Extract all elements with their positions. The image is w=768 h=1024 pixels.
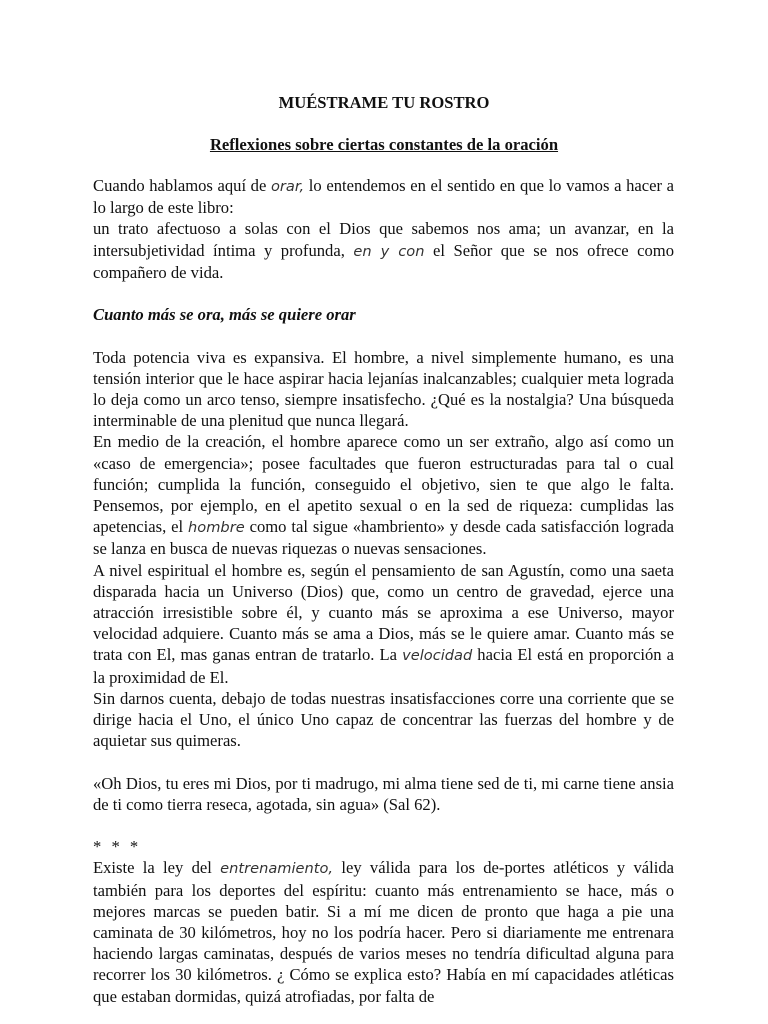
paragraph-espiritual bbox=[93, 560, 674, 688]
paragraph-potencia: Toda potencia viva es expansiva. El hombre, a nivel simplemente humano, es una tensión interior que le hace aspirar hacia lejanías inalcanzables; cualquier meta lograda lo deja como un arco tenso, siempre insatisfecho. ¿Qué es la nostalgia? Una búsqueda interminable de una plenitud que nunca llegará. bbox=[93, 347, 674, 431]
text-run: Cuando hablamos aquí de bbox=[93, 176, 271, 195]
spacer bbox=[93, 751, 674, 772]
text-run: Existe la ley del bbox=[93, 858, 221, 878]
spacer bbox=[93, 815, 674, 836]
emphasis-text: en y con bbox=[353, 242, 425, 260]
document-body bbox=[93, 175, 674, 1007]
emphasis-text: hombre bbox=[188, 519, 245, 537]
spacer bbox=[93, 283, 674, 304]
text-run: En medio de la creación, el hombre aparece como un ser extraño, algo así como un «caso de emergencia»; posee facultades que fueron estructuradas para tal o cual función; cumplida la función, conseguido el objetivo, sien te que algo le falta. Pensemos, por ejemplo, en el apetito sexual o en la sed de riqueza: cumplidas las apetencias, el bbox=[93, 432, 674, 537]
text-run: un trato afectuoso a solas con el Dios que sabemos nos ama; un avanzar, en la intersubjetividad íntima y profunda, bbox=[93, 219, 674, 260]
paragraph-entrenamiento bbox=[93, 857, 674, 1006]
text-run: el Señor que se nos ofrece como compañero de vida. bbox=[93, 240, 674, 282]
intro-paragraph-2 bbox=[93, 218, 674, 283]
document-subtitle: Reflexiones sobre ciertas constantes de la oración bbox=[209, 135, 559, 154]
text-run: como tal sigue «hambriento» y desde cada satisfacción lograda se lanza en busca de nuevas riquezas o nuevas sensaciones. bbox=[93, 517, 674, 559]
psalm-quote: «Oh Dios, tu eres mi Dios, por ti madrugo, mi alma tiene sed de ti, mi carne tiene ansia de ti como tierra reseca, agotada, sin agua» (Sal 62). bbox=[93, 773, 674, 814]
section-heading: Cuanto más se ora, más se quiere orar bbox=[93, 305, 356, 325]
spacer bbox=[93, 325, 674, 346]
emphasis-text: entrenamiento, bbox=[220, 860, 334, 878]
text-run: ley válida para los de-portes atléticos y válida también para los deportes del espíritu: cuanto más entrenamiento se hace, más o mejores marcas se pueden batir. Si a mí me dicen de pronto que haga a pie una caminata de 30 kilómetros, hoy no los podría hacer. Pero si diariamente me entrenara haciendo largas caminatas, después de varios meses no tendría dificultad alguna para recorrer los 30 kilómetros. ¿ Cómo se explica esto? Había en mí capacidades atléticas que estaban dormidas, quizá atrofiadas, por falta de bbox=[93, 858, 674, 1006]
intro-paragraph-1 bbox=[93, 175, 674, 218]
section-separator: * * * bbox=[93, 837, 142, 857]
text-run: A nivel espiritual el hombre es, según el pensamiento de san Agustín, como una saeta disparada hacia un Universo (Dios) que, como un centro de gravedad, ejerce una atracción irresistible sobre él, y cuanto más se aproxima a ese Universo, mayor velocidad adquiere. Cuanto más se ama a Dios, más se le quiere amar. Cuanto más se trata con El, mas ganas entran de tratarlo. La bbox=[93, 560, 674, 665]
text-run: hacia El está en proporción a la proximidad de El. bbox=[93, 645, 675, 687]
paragraph-creacion bbox=[93, 431, 674, 559]
paragraph-insatisfacciones: Sin darnos cuenta, debajo de todas nuestras insatisfacciones corre una corriente que se dirige hacia el Uno, el único Uno capaz de concentrar las fuerzas del hombre y de aquietar sus quimeras. bbox=[93, 688, 674, 751]
emphasis-text: orar, bbox=[270, 178, 305, 195]
text-run: lo entendemos en el sentido en que lo vamos a hacer a lo largo de este libro: bbox=[93, 176, 674, 218]
emphasis-text: velocidad bbox=[402, 647, 473, 665]
document-title: MUÉSTRAME TU ROSTRO bbox=[278, 93, 490, 112]
